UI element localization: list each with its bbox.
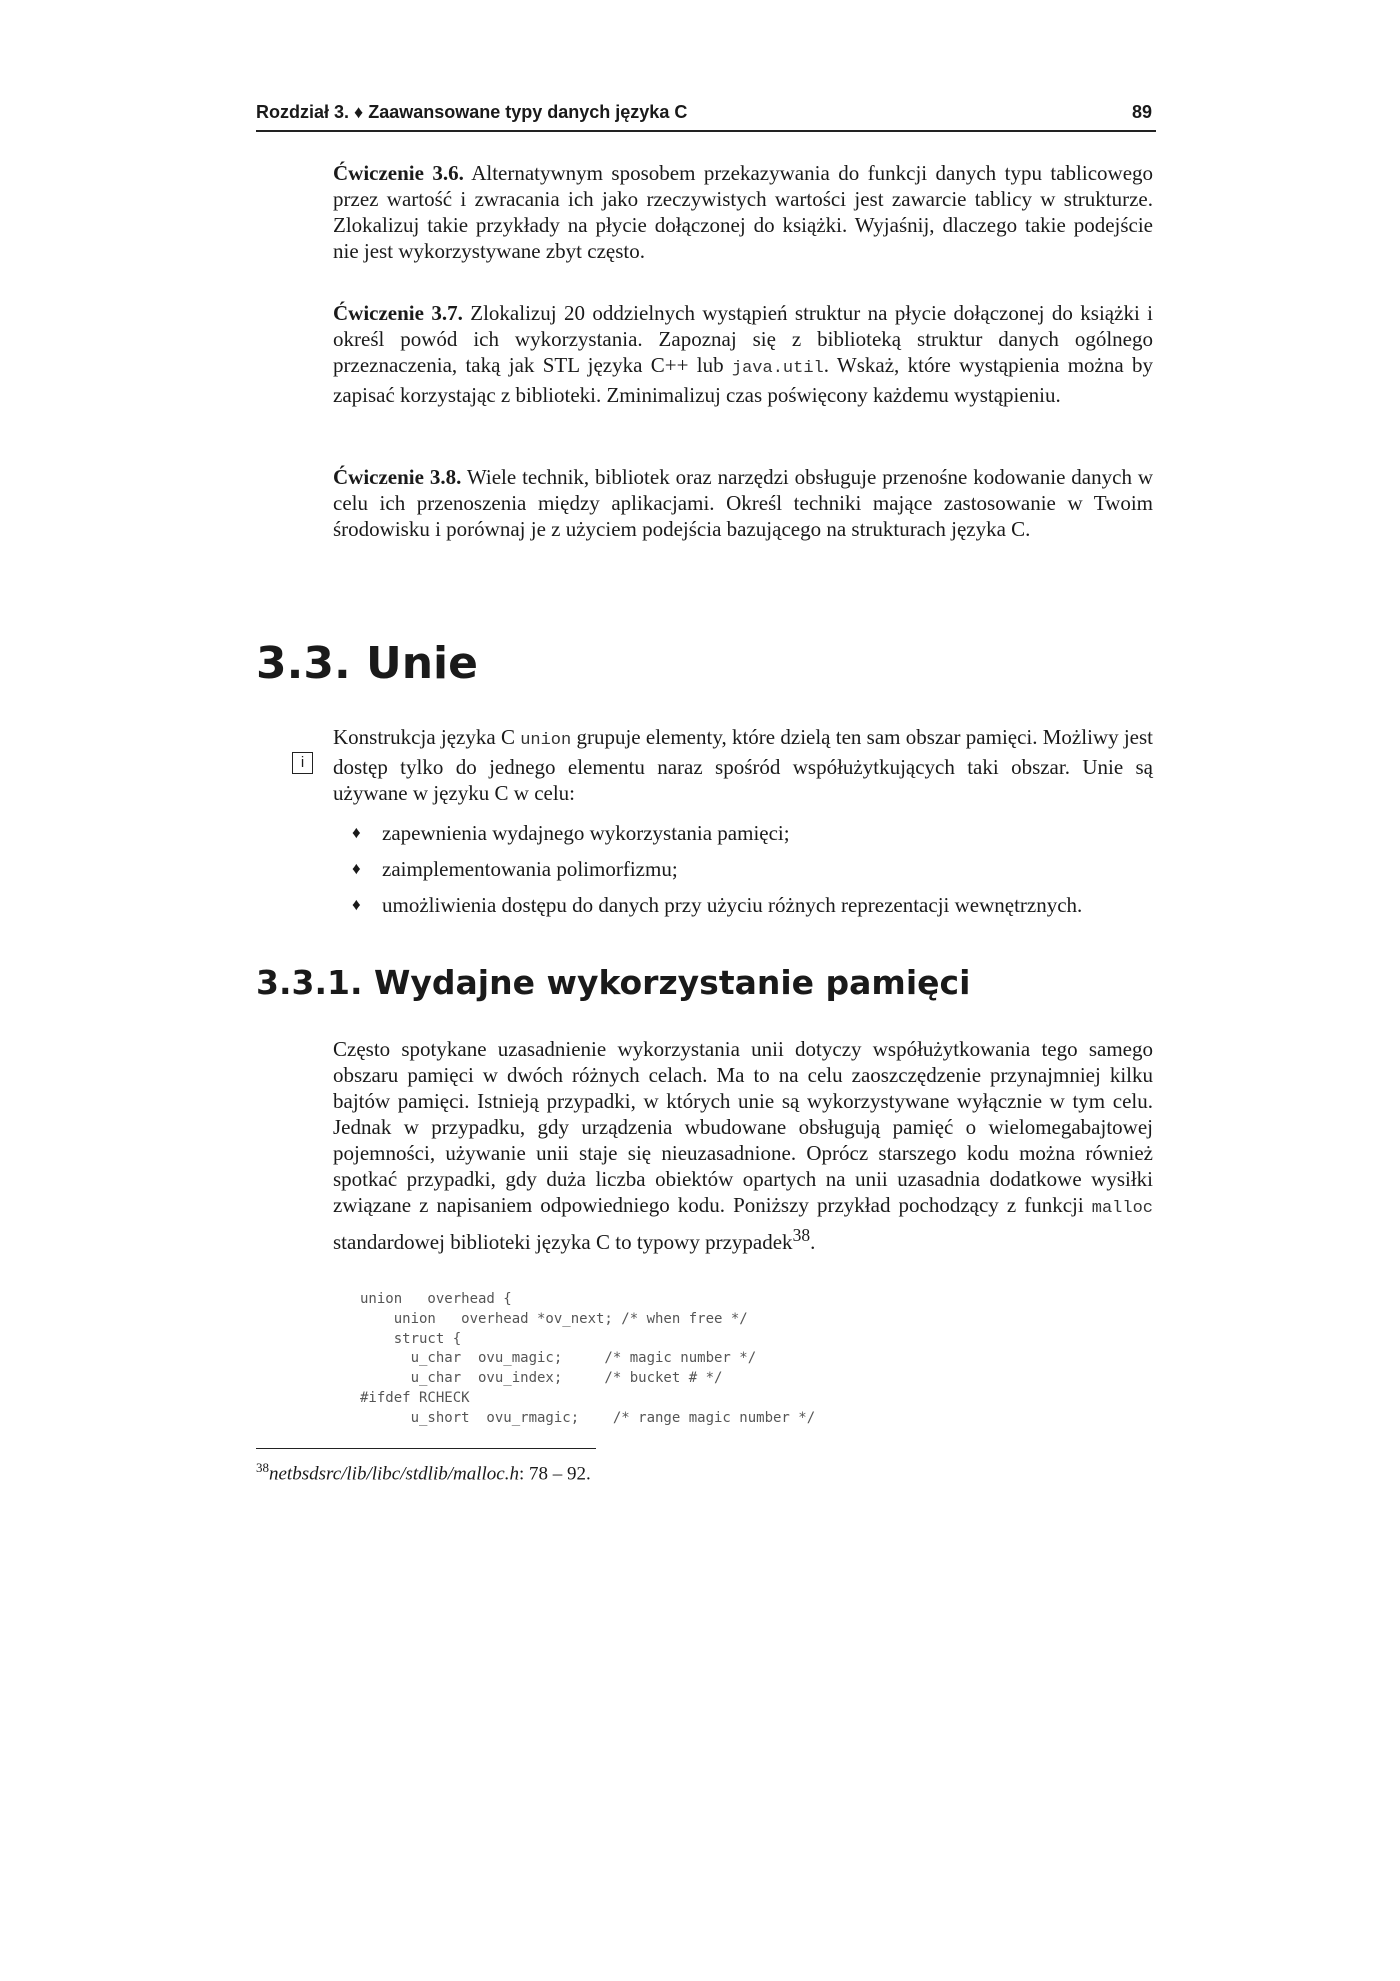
footnote-path: netbsdsrc/lib/libc/stdlib/malloc.h (269, 1463, 519, 1485)
footnote-lines: : 78 – 92. (518, 1463, 591, 1485)
footnote (256, 1455, 591, 1487)
section-intro (333, 724, 1153, 806)
inline-code: union (520, 731, 572, 750)
section-heading: 3.3. Unie (256, 638, 478, 689)
paragraph-end: . (810, 1230, 816, 1254)
paragraph-text: Często spotykane uzasadnienie wykorzystania unii dotyczy współużytkowania tego samego obszaru pamięci w dwóch różnych celach. Ma to na celu zaoszczędzenie przynajmniej kilku bajtów pamięci. Istnieją przypadki, w których unie są wykorzystywane wyłącznie w tym celu. Jednak w przypadku, gdy urządzenia wbudowane obsługują pamięć o wielomegabajtowej pojemności, używanie unii staje się nieuzasadnione. Oprócz starszego kodu można również spotkać przypadki, gdy duża liczba obiektów opartych na unii uzasadnia dodatkowe wysiłki związane z napisaniem odpowiedniego kodu. Poniższy przykład pochodzący z funkcji (333, 1037, 1153, 1217)
footnote-divider (256, 1448, 596, 1449)
intro-text: Konstrukcja języka C (333, 725, 515, 749)
intro-text-end: grupuje elementy, które dzielą ten sam obszar pamięci. Możliwy jest dostęp tylko do jednego elementu naraz spośród współużytkujących taki obszar. Unie są używane w języku C w celu: (333, 725, 1153, 805)
exercise-label: Ćwiczenie 3.7. (333, 301, 463, 325)
exercise-text: Alternatywnym sposobem przekazywania do funkcji danych typu tablicowego przez wartość i zwracania ich jako rzeczywistych wartości jest zawarcie tablicy w strukturze. Zlokalizuj takie przykłady na płycie dołączonej do książki. Wyjaśnij, dlaczego takie podejście nie jest wykorzystywane zbyt często. (333, 161, 1154, 263)
diamond-bullet-icon: ♦ (352, 823, 361, 842)
purpose-list (352, 820, 1162, 928)
inline-code: java.util (731, 359, 824, 378)
list-item-text: umożliwienia dostępu do danych przy użyciu różnych reprezentacji wewnętrznych. (382, 893, 1083, 917)
info-icon: i (292, 752, 313, 774)
list-item (352, 856, 1162, 882)
exercise-label: Ćwiczenie 3.6. (333, 161, 464, 185)
exercise-3-8 (333, 464, 1153, 542)
list-item-text: zapewnienia wydajnego wykorzystania pamięci; (382, 821, 790, 845)
footnote-number: 38 (256, 1460, 269, 1475)
inline-code: malloc (1091, 1199, 1153, 1218)
exercise-text-end: . Wskaż, które wystąpienia można by zapisać korzystając z biblioteki. Zminimalizuj czas poświęcony każdemu wystąpieniu. (333, 353, 1154, 407)
exercise-text: Wiele technik, bibliotek oraz narzędzi obsługuje przenośne kodowanie danych w celu ich przenoszenia między aplikacjami. Określ techniki mające zastosowanie w Twoim środowisku i porównaj je z użyciem podejścia bazującego na strukturach języka C. (333, 465, 1154, 541)
subsection-heading: 3.3.1. Wydajne wykorzystanie pamięci (256, 963, 971, 1002)
paragraph-text-cont: standardowej biblioteki języka C to typowy przypadek (333, 1230, 793, 1254)
subsection-paragraph (333, 1036, 1153, 1255)
exercise-3-6 (333, 160, 1153, 264)
list-item (352, 892, 1162, 918)
list-item-text: zaimplementowania polimorfizmu; (382, 857, 678, 881)
code-listing: union overhead { union overhead *ov_next; /* when free */ struct { u_char ovu_magic; /* magic number */ u_char ovu_index; /* bucket # */ #ifdef RCHECK u_short ovu_rmagic; /* range magic number */ (360, 1291, 816, 1426)
exercise-text: Zlokalizuj 20 oddzielnych wystąpień struktur na płycie dołączonej do książki i określ powód ich wykorzystania. Zapoznaj się z biblioteką struktur danych ogólnego przeznaczenia, taką jak STL języka C++ lub (333, 301, 1154, 377)
diamond-bullet-icon: ♦ (352, 859, 361, 878)
exercise-label: Ćwiczenie 3.8. (333, 465, 462, 489)
footnote-ref: 38 (792, 1225, 811, 1245)
exercise-3-7 (333, 300, 1153, 408)
running-header (256, 100, 1156, 132)
diamond-bullet-icon: ♦ (352, 895, 361, 914)
chapter-title: Rozdział 3. ♦ Zaawansowane typy danych języka C (256, 102, 688, 122)
page-number: 89 (1131, 102, 1152, 122)
list-item (352, 820, 1162, 846)
